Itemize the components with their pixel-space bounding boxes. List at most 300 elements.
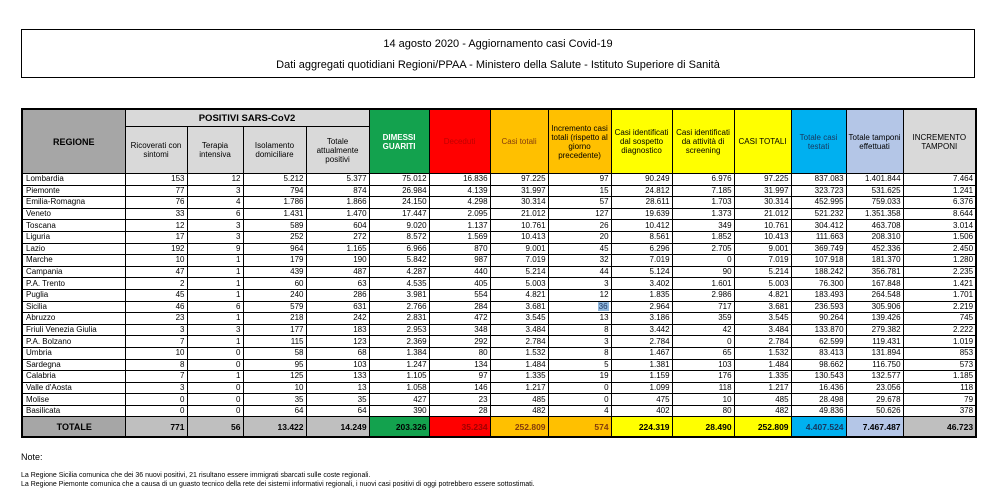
- value-cell: 4.287: [369, 266, 429, 278]
- value-cell: 8.572: [369, 231, 429, 243]
- table-row: [22, 185, 976, 197]
- table-row: [22, 231, 976, 243]
- value-cell: 9.020: [369, 220, 429, 232]
- value-cell: 1.532: [734, 347, 791, 359]
- value-cell: 15: [548, 185, 611, 197]
- total-row: [22, 417, 976, 438]
- value-cell: 2: [125, 278, 187, 290]
- value-cell: 452.336: [846, 243, 903, 255]
- value-cell: 1.569: [429, 231, 490, 243]
- value-cell: 208.310: [846, 231, 903, 243]
- value-cell: 1: [187, 371, 243, 383]
- value-cell: 107.918: [791, 255, 846, 267]
- value-cell: 116.750: [846, 359, 903, 371]
- value-cell: 119.431: [846, 336, 903, 348]
- value-cell: 49.836: [791, 405, 846, 417]
- value-cell: 8: [548, 347, 611, 359]
- value-cell: 9.001: [734, 243, 791, 255]
- value-cell: 252: [243, 231, 306, 243]
- value-cell: 853: [903, 347, 976, 359]
- value-cell: 4: [187, 197, 243, 209]
- value-cell: 1.241: [903, 185, 976, 197]
- value-cell: 2.831: [369, 313, 429, 325]
- column-header-ricoverati: Ricoverati con sintomi: [125, 127, 187, 174]
- value-cell: 63: [306, 278, 369, 290]
- region-name-cell: Valle d'Aosta: [22, 382, 125, 394]
- table-row: [22, 266, 976, 278]
- value-cell: 0: [672, 255, 734, 267]
- value-cell: 10: [125, 255, 187, 267]
- region-name-cell: Sardegna: [22, 359, 125, 371]
- value-cell: 1: [187, 255, 243, 267]
- value-cell: 717: [672, 301, 734, 313]
- value-cell: 90: [672, 266, 734, 278]
- value-cell: 8: [125, 359, 187, 371]
- value-cell: 65: [672, 347, 734, 359]
- value-cell: 405: [429, 278, 490, 290]
- value-cell: 57: [548, 197, 611, 209]
- value-cell: 2.235: [903, 266, 976, 278]
- value-cell: 5: [548, 359, 611, 371]
- column-header-tamponi-effettuati: Totale tamponi effettuati: [846, 109, 903, 174]
- region-name-cell: Piemonte: [22, 185, 125, 197]
- value-cell: 0: [187, 359, 243, 371]
- value-cell: 1.185: [903, 371, 976, 383]
- value-cell: 183: [306, 324, 369, 336]
- value-cell: 76.300: [791, 278, 846, 290]
- value-cell: 745: [903, 313, 976, 325]
- value-cell: 45: [548, 243, 611, 255]
- value-cell: 2.986: [672, 289, 734, 301]
- value-cell: 3.186: [611, 313, 672, 325]
- column-header-incremento-casi: Incremento casi totali (rispetto al giorno precedente): [548, 109, 611, 174]
- value-cell: 12: [187, 174, 243, 186]
- total-value-cell: 13.422: [243, 417, 306, 438]
- region-name-cell: Umbria: [22, 347, 125, 359]
- value-cell: 472: [429, 313, 490, 325]
- value-cell: 125: [243, 371, 306, 383]
- value-cell: 167.848: [846, 278, 903, 290]
- report-title-box: [21, 29, 975, 78]
- value-cell: 75.012: [369, 174, 429, 186]
- total-value-cell: 56: [187, 417, 243, 438]
- value-cell: 1.786: [243, 197, 306, 209]
- value-cell: 5.842: [369, 255, 429, 267]
- value-cell: 485: [490, 394, 548, 406]
- table-row: [22, 197, 976, 209]
- value-cell: 482: [734, 405, 791, 417]
- region-name-cell: Lombardia: [22, 174, 125, 186]
- region-name-cell: P.A. Trento: [22, 278, 125, 290]
- value-cell: 1.351.358: [846, 208, 903, 220]
- value-cell: 10.761: [734, 220, 791, 232]
- value-cell: 1.159: [611, 371, 672, 383]
- table-row: [22, 405, 976, 417]
- region-name-cell: Puglia: [22, 289, 125, 301]
- value-cell: 97: [548, 174, 611, 186]
- table-row: [22, 394, 976, 406]
- value-cell: 30.314: [734, 197, 791, 209]
- region-name-cell: Molise: [22, 394, 125, 406]
- value-cell: 3: [548, 336, 611, 348]
- value-cell: 0: [187, 394, 243, 406]
- value-cell: 2.784: [611, 336, 672, 348]
- value-cell: 58: [243, 347, 306, 359]
- value-cell: 1.866: [306, 197, 369, 209]
- value-cell: 1: [187, 278, 243, 290]
- table-row: [22, 174, 976, 186]
- total-value-cell: 252.809: [490, 417, 548, 438]
- value-cell: 47: [125, 266, 187, 278]
- value-cell: 3: [125, 382, 187, 394]
- value-cell: 133: [306, 371, 369, 383]
- value-cell: 42: [672, 324, 734, 336]
- value-cell: 3.484: [734, 324, 791, 336]
- table-row: [22, 324, 976, 336]
- value-cell: 874: [306, 185, 369, 197]
- value-cell: 2.964: [611, 301, 672, 313]
- value-cell: 0: [125, 405, 187, 417]
- value-cell: 240: [243, 289, 306, 301]
- value-cell: 6: [187, 301, 243, 313]
- value-cell: 369.749: [791, 243, 846, 255]
- value-cell: 103: [306, 359, 369, 371]
- value-cell: 9: [187, 243, 243, 255]
- value-cell: 33: [125, 208, 187, 220]
- value-cell: 26: [548, 220, 611, 232]
- value-cell: 46: [125, 301, 187, 313]
- value-cell: 6.376: [903, 197, 976, 209]
- value-cell: 3.981: [369, 289, 429, 301]
- value-cell: 0: [672, 336, 734, 348]
- value-cell: 17: [125, 231, 187, 243]
- region-name-cell: Toscana: [22, 220, 125, 232]
- value-cell: 35: [306, 394, 369, 406]
- report-title-line-2: Dati aggregati quotidiani Regioni/PPAA - Ministero della Salute - Istituto Superiore di Sanità: [276, 59, 720, 71]
- value-cell: 6.966: [369, 243, 429, 255]
- value-cell: 1.381: [611, 359, 672, 371]
- region-name-cell: Abruzzo: [22, 313, 125, 325]
- value-cell: 5.003: [734, 278, 791, 290]
- value-cell: 2.705: [672, 243, 734, 255]
- value-cell: 0: [548, 394, 611, 406]
- value-cell: 1.019: [903, 336, 976, 348]
- value-cell: 13: [548, 313, 611, 325]
- value-cell: 1.532: [490, 347, 548, 359]
- value-cell: 12: [125, 220, 187, 232]
- value-cell: 115: [243, 336, 306, 348]
- value-cell: 64: [243, 405, 306, 417]
- value-cell: 7.185: [672, 185, 734, 197]
- value-cell: 5.212: [243, 174, 306, 186]
- value-cell: 4.821: [734, 289, 791, 301]
- table-row: [22, 208, 976, 220]
- value-cell: 97: [429, 371, 490, 383]
- value-cell: 1: [187, 313, 243, 325]
- group-header-positivi: POSITIVI SARS-CoV2: [125, 109, 369, 127]
- value-cell: 1.105: [369, 371, 429, 383]
- value-cell: 139.426: [846, 313, 903, 325]
- value-cell: 1.835: [611, 289, 672, 301]
- value-cell: 1.058: [369, 382, 429, 394]
- value-cell: 183.493: [791, 289, 846, 301]
- value-cell: 7.019: [611, 255, 672, 267]
- value-cell: 31.997: [490, 185, 548, 197]
- value-cell: 482: [490, 405, 548, 417]
- value-cell: 127: [548, 208, 611, 220]
- value-cell: 2.953: [369, 324, 429, 336]
- note-line-sicilia: La Regione Sicilia comunica che dei 36 nuovi positivi, 21 risultano essere immigrati sbarcati sulle coste regionali.: [21, 472, 371, 479]
- total-value-cell: 46.723: [903, 417, 976, 438]
- value-cell: 1.280: [903, 255, 976, 267]
- table-body: [22, 174, 976, 438]
- report-title-line-1: 14 agosto 2020 - Aggiornamento casi Covid-19: [383, 38, 613, 50]
- table-row: [22, 243, 976, 255]
- value-cell: 242: [306, 313, 369, 325]
- value-cell: 7: [125, 336, 187, 348]
- value-cell: 153: [125, 174, 187, 186]
- value-cell: 8.644: [903, 208, 976, 220]
- value-cell: 10: [243, 382, 306, 394]
- value-cell: 323.723: [791, 185, 846, 197]
- value-cell: 192: [125, 243, 187, 255]
- column-header-screening: Casi identificati da attività di screening: [672, 109, 734, 174]
- value-cell: 10.413: [490, 231, 548, 243]
- value-cell: 28.611: [611, 197, 672, 209]
- region-name-cell: P.A. Bolzano: [22, 336, 125, 348]
- value-cell: 8: [548, 324, 611, 336]
- value-cell: 26.984: [369, 185, 429, 197]
- value-cell: 177: [243, 324, 306, 336]
- value-cell: 631: [306, 301, 369, 313]
- value-cell: 3: [187, 220, 243, 232]
- value-cell: 5.214: [490, 266, 548, 278]
- region-name-cell: Veneto: [22, 208, 125, 220]
- value-cell: 133.870: [791, 324, 846, 336]
- value-cell: 1.373: [672, 208, 734, 220]
- value-cell: [548, 301, 611, 313]
- region-name-cell: Marche: [22, 255, 125, 267]
- value-cell: 870: [429, 243, 490, 255]
- value-cell: 2.784: [490, 336, 548, 348]
- value-cell: 1.165: [306, 243, 369, 255]
- value-cell: 1.247: [369, 359, 429, 371]
- total-value-cell: 224.319: [611, 417, 672, 438]
- value-cell: 9.001: [490, 243, 548, 255]
- value-cell: 20: [548, 231, 611, 243]
- value-cell: 6: [187, 208, 243, 220]
- value-cell: 0: [548, 382, 611, 394]
- value-cell: 131.894: [846, 347, 903, 359]
- value-cell: 3.681: [490, 301, 548, 313]
- value-cell: 2.784: [734, 336, 791, 348]
- value-cell: 10: [672, 394, 734, 406]
- value-cell: 35: [243, 394, 306, 406]
- value-cell: 794: [243, 185, 306, 197]
- value-cell: 3.442: [611, 324, 672, 336]
- value-cell: 4.139: [429, 185, 490, 197]
- value-cell: 111.663: [791, 231, 846, 243]
- value-cell: 390: [369, 405, 429, 417]
- value-cell: 4.821: [490, 289, 548, 301]
- value-cell: 378: [903, 405, 976, 417]
- value-cell: 0: [187, 405, 243, 417]
- column-header-dimessi-guariti: DIMESSI GUARITI: [369, 109, 429, 174]
- table-row: [22, 313, 976, 325]
- value-cell: 30.314: [490, 197, 548, 209]
- region-name-cell: Basilicata: [22, 405, 125, 417]
- value-cell: 304.412: [791, 220, 846, 232]
- value-cell: 573: [903, 359, 976, 371]
- value-cell: 1.137: [429, 220, 490, 232]
- column-header-isolamento: Isolamento domiciliare: [243, 127, 306, 174]
- value-cell: 60: [243, 278, 306, 290]
- covid-data-table: [21, 108, 977, 438]
- table-row: [22, 382, 976, 394]
- value-cell: 188.242: [791, 266, 846, 278]
- value-cell: 2.369: [369, 336, 429, 348]
- value-cell: 487: [306, 266, 369, 278]
- value-cell: 19: [548, 371, 611, 383]
- value-cell: 118: [903, 382, 976, 394]
- value-cell: 97.225: [490, 174, 548, 186]
- value-cell: 45: [125, 289, 187, 301]
- region-name-cell: Calabria: [22, 371, 125, 383]
- value-cell: 356.781: [846, 266, 903, 278]
- value-cell: 103: [672, 359, 734, 371]
- total-value-cell: 574: [548, 417, 611, 438]
- value-cell: 12: [548, 289, 611, 301]
- region-name-cell: Lazio: [22, 243, 125, 255]
- value-cell: 176: [672, 371, 734, 383]
- value-cell: 2.095: [429, 208, 490, 220]
- table-row: [22, 347, 976, 359]
- value-cell: 292: [429, 336, 490, 348]
- value-cell: 16.436: [791, 382, 846, 394]
- value-cell: 1.217: [490, 382, 548, 394]
- value-cell: 181.370: [846, 255, 903, 267]
- value-cell: 305.906: [846, 301, 903, 313]
- value-cell: 0: [187, 382, 243, 394]
- value-cell: 4: [548, 405, 611, 417]
- value-cell: 132.577: [846, 371, 903, 383]
- value-cell: 284: [429, 301, 490, 313]
- value-cell: 76: [125, 197, 187, 209]
- column-header-casi-testati: Totale casi testati: [791, 109, 846, 174]
- value-cell: 134: [429, 359, 490, 371]
- value-cell: 44: [548, 266, 611, 278]
- column-header-sospetto-diagnostico: Casi identificati dal sospetto diagnostico: [611, 109, 672, 174]
- value-cell: 80: [672, 405, 734, 417]
- value-cell: 98.662: [791, 359, 846, 371]
- value-cell: 439: [243, 266, 306, 278]
- value-cell: 23: [125, 313, 187, 325]
- value-cell: 440: [429, 266, 490, 278]
- value-cell: 118: [672, 382, 734, 394]
- value-cell: 95: [243, 359, 306, 371]
- total-value-cell: 35.234: [429, 417, 490, 438]
- value-cell: 4.535: [369, 278, 429, 290]
- total-row-label: TOTALE: [22, 417, 125, 438]
- total-value-cell: 7.467.487: [846, 417, 903, 438]
- table-row: [22, 278, 976, 290]
- value-cell: 554: [429, 289, 490, 301]
- value-cell: 179: [243, 255, 306, 267]
- value-cell: 7.019: [490, 255, 548, 267]
- value-cell: 1.601: [672, 278, 734, 290]
- value-cell: 21.012: [734, 208, 791, 220]
- value-cell: 1.467: [611, 347, 672, 359]
- note-line-piemonte: La Regione Piemonte comunica che a causa di un guasto tecnico della rete dei sistemi informativi regionali, i nuovi casi positivi di oggi potrebbero essere sottostimati.: [21, 481, 535, 488]
- total-value-cell: 252.809: [734, 417, 791, 438]
- table-row: [22, 289, 976, 301]
- value-cell: 3: [187, 231, 243, 243]
- value-cell: 64: [306, 405, 369, 417]
- value-cell: 24.150: [369, 197, 429, 209]
- value-cell: 10: [125, 347, 187, 359]
- value-cell: 987: [429, 255, 490, 267]
- column-header-incremento-tamponi: INCREMENTO TAMPONI: [903, 109, 976, 174]
- value-cell: 1: [187, 336, 243, 348]
- column-header-regione: REGIONE: [22, 109, 125, 174]
- value-cell: 1.703: [672, 197, 734, 209]
- value-cell: 19.639: [611, 208, 672, 220]
- value-cell: 427: [369, 394, 429, 406]
- value-cell: 28.498: [791, 394, 846, 406]
- value-cell: 759.033: [846, 197, 903, 209]
- value-cell: 359: [672, 313, 734, 325]
- table-row: [22, 336, 976, 348]
- value-cell: 3.545: [734, 313, 791, 325]
- value-cell: 1.484: [734, 359, 791, 371]
- value-cell: 286: [306, 289, 369, 301]
- value-cell: 236.593: [791, 301, 846, 313]
- value-cell: 402: [611, 405, 672, 417]
- value-cell: 3.014: [903, 220, 976, 232]
- table-row: [22, 359, 976, 371]
- region-name-cell: Emilia-Romagna: [22, 197, 125, 209]
- value-cell: 463.708: [846, 220, 903, 232]
- value-cell: 5.214: [734, 266, 791, 278]
- value-cell: 90.264: [791, 313, 846, 325]
- value-cell: 3: [548, 278, 611, 290]
- column-header-casi-totali: Casi totali: [490, 109, 548, 174]
- value-cell: 1: [187, 289, 243, 301]
- column-header-terapia-intensiva: Terapia intensiva: [187, 127, 243, 174]
- value-cell: 589: [243, 220, 306, 232]
- notes-heading: Note:: [21, 452, 43, 462]
- value-cell: 218: [243, 313, 306, 325]
- value-cell: 1.470: [306, 208, 369, 220]
- value-cell: 6.296: [611, 243, 672, 255]
- total-value-cell: 28.490: [672, 417, 734, 438]
- value-cell: 62.599: [791, 336, 846, 348]
- column-header-totale-positivi: Totale attualmente positivi: [306, 127, 369, 174]
- value-cell: 6.976: [672, 174, 734, 186]
- value-cell: 837.083: [791, 174, 846, 186]
- total-value-cell: 203.326: [369, 417, 429, 438]
- value-cell: 10.413: [734, 231, 791, 243]
- value-cell: 3.484: [490, 324, 548, 336]
- value-cell: 0: [187, 347, 243, 359]
- value-cell: 79: [903, 394, 976, 406]
- value-cell: 1.506: [903, 231, 976, 243]
- value-cell: 3: [187, 185, 243, 197]
- value-cell: 17.447: [369, 208, 429, 220]
- notes-section: [21, 452, 971, 489]
- total-value-cell: 771: [125, 417, 187, 438]
- value-cell: 1.431: [243, 208, 306, 220]
